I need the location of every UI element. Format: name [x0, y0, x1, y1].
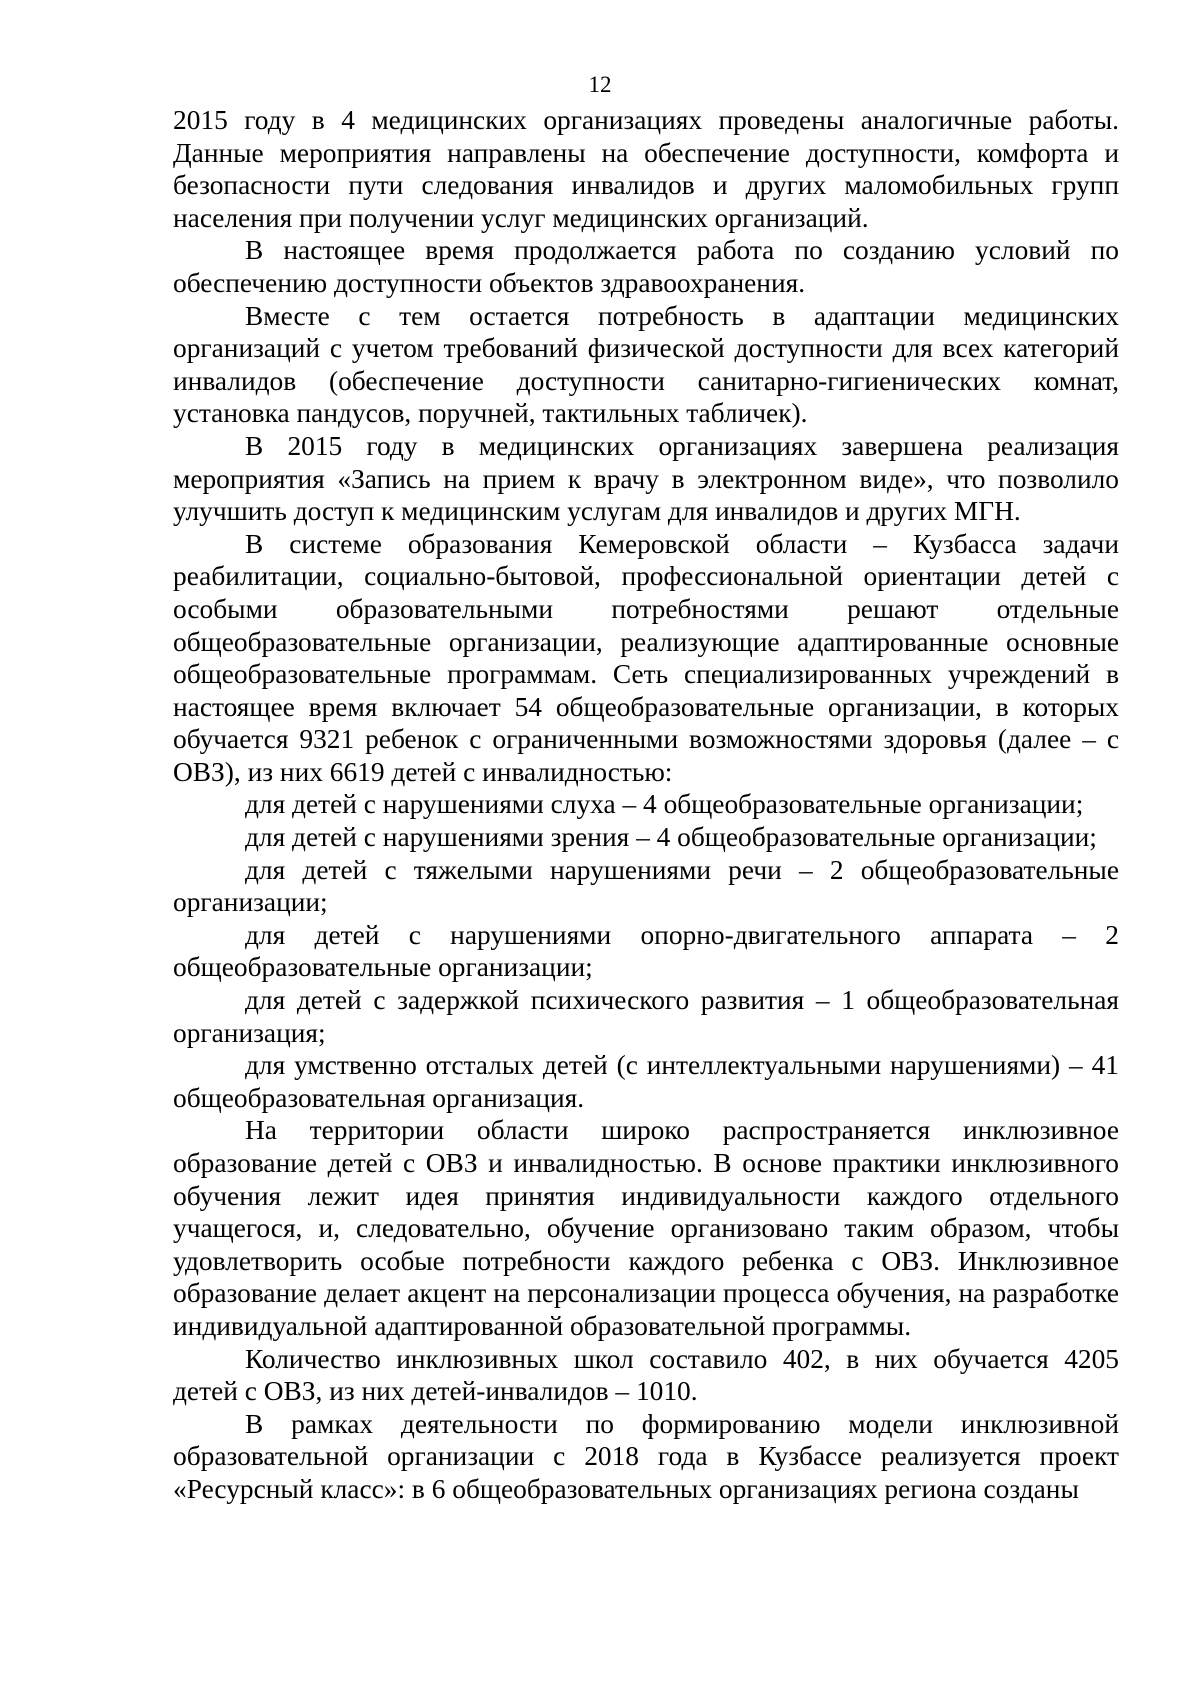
page-number: 12	[588, 72, 612, 97]
list-item-mental-delay: для детей с задержкой психического развития – 1 общеобразовательная организация;	[173, 985, 1119, 1048]
paragraph-continuation: 2015 году в 4 медицинских организациях проведены аналогичные работы. Данные мероприятия направлены на обеспечение доступности, комфорта и безопасности пути следования инвалидов и других маломобильных групп населения при получении услуг медицинских организаций.	[173, 105, 1119, 233]
paragraph-inclusive-schools-count: Количество инклюзивных школ составило 402, в них обучается 4205 детей с ОВЗ, из них детей-инвалидов – 1010.	[173, 1343, 1119, 1407]
list-item-musculoskeletal: для детей с нарушениями опорно-двигательного аппарата – 2 общеобразовательные организации;	[173, 919, 1119, 983]
paragraph-electronic-appointment: В 2015 году в медицинских организациях завершена реализация мероприятия «Запись на прием к врачу в электронном виде», что позволило улучшить доступ к медицинским услугам для инвалидов и других МГН.	[173, 430, 1119, 527]
list-item-speech: для детей с тяжелыми нарушениями речи – 2 общеобразовательные организации;	[173, 854, 1119, 918]
list-item-intellectual: для умственно отсталых детей (с интеллектуальными нарушениями) – 41 общеобразовательная организация.	[173, 1050, 1119, 1113]
paragraph-resource-class: В рамках деятельности по формированию модели инклюзивной образовательной организации с 2018 года в Кузбассе реализуется проект «Ресурсный класс»: в 6 общеобразовательных организациях региона созданы	[173, 1408, 1119, 1504]
paragraph-healthcare-accessibility: В настоящее время продолжается работа по созданию условий по обеспечению доступности объектов здравоохранения.	[173, 235, 1119, 298]
list-item-vision: для детей с нарушениями зрения – 4 общеобразовательные организации;	[245, 822, 1097, 853]
list-item-hearing: для детей с нарушениями слуха – 4 общеобразовательные организации;	[245, 789, 1084, 820]
paragraph-adaptation-need: Вместе с тем остается потребность в адаптации медицинских организаций с учетом требований физической доступности для всех категорий инвалидов (обеспечение доступности санитарно-гигиенических комнат, установка пандусов, поручней, тактильных табличек).	[173, 300, 1119, 429]
document-body	[173, 104, 1119, 1506]
paragraph-inclusive-education: На территории области широко распространяется инклюзивное образование детей с ОВЗ и инвалидностью. В основе практики инклюзивного обучения лежит идея принятия индивидуальности каждого отдельного учащегося, и, следовательно, обучение организовано таким образом, чтобы удовлетворить особые потребности каждого ребенка с ОВЗ. Инклюзивное образование делает акцент на персонализации процесса обучения, на разработке индивидуальной адаптированной образовательной программы.	[173, 1115, 1119, 1341]
paragraph-education-system: В системе образования Кемеровской области – Кузбасса задачи реабилитации, социально-бытовой, профессиональной ориентации детей с особыми образовательными потребностями решают отдельные общеобразовательные организации, реализующие адаптированные основные общеобразовательные программам. Сеть специализированных учреждений в настоящее время включает 54 общеобразовательные организации, в которых обучается 9321 ребенок с ограниченными возможностями здоровья (далее – с ОВЗ), из них 6619 детей с инвалидностью:	[173, 528, 1119, 787]
